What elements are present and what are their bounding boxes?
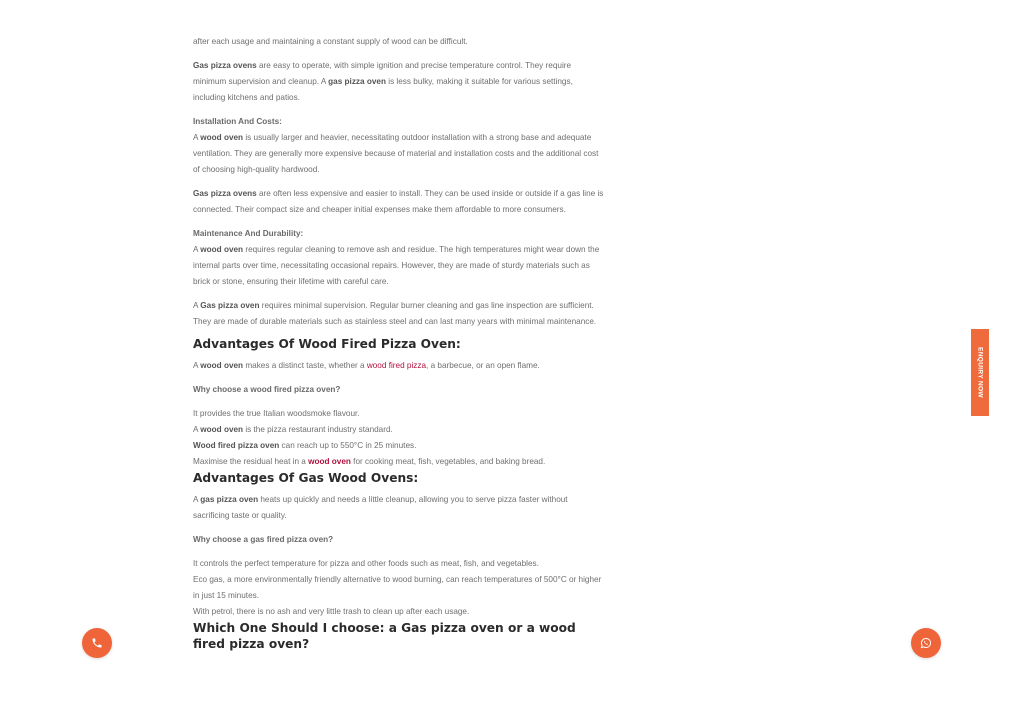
maintenance-wood-paragraph: A wood oven requires regular cleaning to remove ash and residue. The high temperatures might wear down the internal parts over time, necessitating occasional repairs. However, they are made of sturdy materials such as brick or stone, ensuring their lifetime with careful care.	[193, 245, 600, 286]
heading-advantages-wood: Advantages Of Wood Fired Pizza Oven:	[193, 337, 461, 351]
installation-gas-paragraph: Gas pizza ovens are often less expensive and easier to install. They can be used inside or outside if a gas line is connected. Their compact size and cheaper initial expenses make them affordable to more consumers.	[193, 189, 604, 214]
why-gas-subheading: Why choose a gas fired pizza oven?	[193, 535, 334, 544]
wood-fired-pizza-link[interactable]: wood fired pizza	[366, 361, 427, 370]
why-wood-subheading: Why choose a wood fired pizza oven?	[193, 385, 341, 394]
wood-reason-item: A wood oven is the pizza restaurant industry standard.	[193, 425, 393, 434]
gas-operation-paragraph: Gas pizza ovens are easy to operate, with simple ignition and precise temperature control. They require minimum supervision and cleanup. A gas pizza oven is less bulky, making it suitable for various settings, including kitchens and patios.	[193, 61, 573, 102]
wood-oven-link[interactable]: wood oven	[308, 457, 351, 466]
wood-reason-item: It provides the true Italian woodsmoke flavour.	[193, 409, 360, 418]
heading-advantages-gas: Advantages Of Gas Wood Ovens:	[193, 471, 419, 485]
gas-reason-item: With petrol, there is no ash and very little trash to clean up after each usage.	[193, 607, 470, 616]
intro-tail-paragraph: after each usage and maintaining a constant supply of wood can be difficult.	[193, 37, 468, 46]
heading-which-one: Which One Should I choose: a Gas pizza oven or a wood fired pizza oven?	[193, 621, 576, 651]
article-content	[193, 34, 605, 652]
gas-reason-item: It controls the perfect temperature for pizza and other foods such as meat, fish, and vegetables.	[193, 559, 539, 568]
maintenance-gas-paragraph: A Gas pizza oven requires minimal supervision. Regular burner cleaning and gas line inspection are sufficient. They are made of durable materials such as stainless steel and can last many years with minimal maintenance.	[193, 301, 597, 326]
installation-heading: Installation And Costs:	[193, 117, 282, 126]
wood-reason-item: Wood fired pizza oven can reach up to 550°C in 25 minutes.	[193, 441, 417, 450]
enquiry-now-tab[interactable]	[971, 329, 989, 416]
gas-reason-item: Eco gas, a more environmentally friendly alternative to wood burning, can reach temperatures of 500°C or higher in just 15 minutes.	[193, 575, 602, 600]
whatsapp-button[interactable]	[911, 628, 941, 658]
maintenance-heading: Maintenance And Durability:	[193, 229, 304, 238]
call-button[interactable]	[82, 628, 112, 658]
enquiry-now-label: ENQUIRY NOW	[976, 347, 984, 398]
installation-wood-paragraph: A wood oven is usually larger and heavier, necessitating outdoor installation with a strong base and adequate ventilation. They are generally more expensive because of material and installation costs and the additional cost of choosing high-quality hardwood.	[193, 133, 599, 174]
advantages-gas-intro: A gas pizza oven heats up quickly and needs a little cleanup, allowing you to serve pizza faster without sacrificing taste or quality.	[193, 495, 568, 520]
advantages-wood-intro: A wood oven makes a distinct taste, whether a wood fired pizza, a barbecue, or an open flame.	[193, 361, 540, 370]
whatsapp-icon	[920, 637, 932, 649]
wood-reason-item: Maximise the residual heat in a wood oven for cooking meat, fish, vegetables, and baking bread.	[193, 457, 546, 466]
phone-icon	[91, 637, 103, 649]
